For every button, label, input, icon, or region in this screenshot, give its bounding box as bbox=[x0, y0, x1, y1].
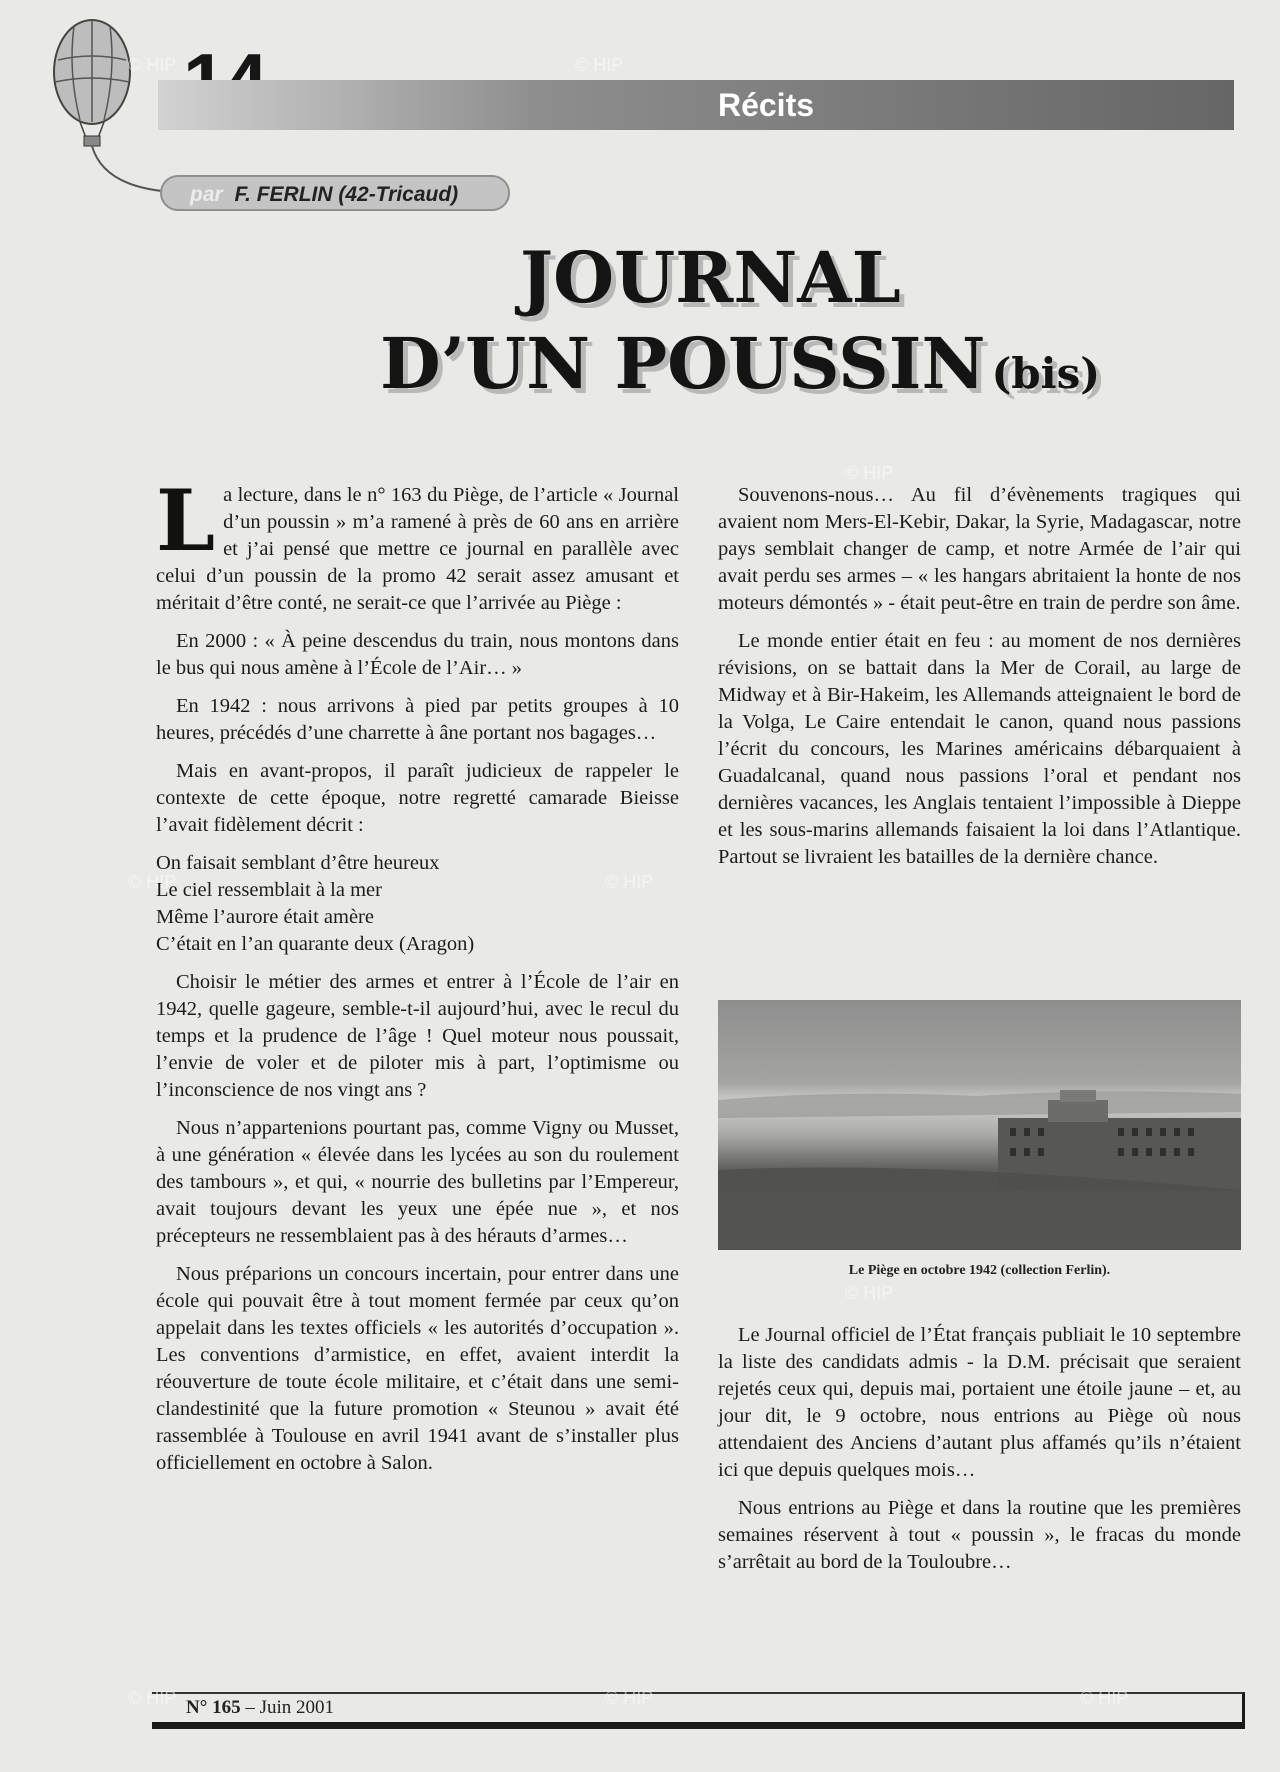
title-line-2 bbox=[380, 321, 1140, 417]
poem-line: On faisait semblant d’être heureux bbox=[156, 852, 440, 874]
photo-caption: Le Piège en octobre 1942 (collection Ferlin). bbox=[848, 1263, 1111, 1278]
section-banner bbox=[158, 80, 1234, 130]
title-line-1: JOURNAL bbox=[520, 236, 901, 319]
paragraph: Choisir le métier des armes et entrer à l’École de l’air en 1942, quelle gageure, semble-t-il aujourd’hui, avec le recul du temps et la prudence de l’âge ! Quel moteur nous poussait, l’envie de voler et de piloter mis à part, l’optimisme ou l’inconscience de nos vingt ans ? bbox=[156, 971, 679, 1101]
issue-number: N° 165 bbox=[186, 1697, 241, 1718]
watermark: © HIP bbox=[128, 872, 177, 892]
left-column bbox=[156, 471, 679, 1488]
watermark: © HIP bbox=[605, 872, 654, 892]
right-column-lower bbox=[718, 1322, 1241, 1587]
paragraph: Le monde entier était en feu : au moment de nos dernières révisions, on se battait dans la Mer de Corail, au large de Midway et à Bir-Hakeim, les Allemands atteignaient le bord de la Volga, Le Caire entendait le canon, quand nous passions l’écrit du concours, les Marines américains débarquaient à Guadalcanal, quand nous passions l’oral et pendant nos dernières vacances, les Anglais tentaient l’impossible à Dieppe et les sous-marins allemands faisaient la loi dans l’Atlantique. Partout se livraient les batailles de la dernière chance. bbox=[718, 630, 1241, 868]
watermark: © HIP bbox=[128, 1688, 177, 1708]
historical-photo bbox=[718, 1000, 1241, 1250]
paragraph: Nous n’appartenions pourtant pas, comme Vigny ou Musset, à une génération « élevée dans les lycées au son du roulement des tambours », et qui, « nourrie des bulletins par l’Empereur, avait toujours devant les yeux une épée nue », et nos précepteurs ne ressemblaient pas à des hérauts d’armes… bbox=[156, 1117, 679, 1247]
author-byline bbox=[160, 175, 510, 211]
watermark: © HIP bbox=[128, 55, 177, 75]
poem-line: Même l’aurore était amère bbox=[156, 906, 374, 928]
poem-line: C’était en l’an quarante deux (Aragon) bbox=[156, 933, 475, 955]
drop-cap: L bbox=[156, 471, 216, 570]
author-name: F. FERLIN (42-Tricaud) bbox=[234, 183, 459, 206]
watermark: © HIP bbox=[845, 1283, 894, 1303]
footer bbox=[186, 1697, 334, 1719]
paragraph: Nous entrions au Piège et dans la routine que les premières semaines réservent à tout « poussin », le fracas du monde s’arrêtait au bord de la Touloubre… bbox=[718, 1497, 1241, 1573]
poem-line: Le ciel ressemblait à la mer bbox=[156, 879, 382, 901]
paragraph: Souvenons-nous… Au fil d’évènements tragiques qui avaient nom Mers-El-Kebir, Dakar, la Syrie, Madagascar, notre pays semblait changer de camp, et notre Armée de l’air qui avait perdu ses armes – « les hangars abritaient la honte de nos moteurs démontés » - était peut-être en train de perdre son âme. bbox=[718, 484, 1241, 614]
paragraph: En 2000 : « À peine descendus du train, nous montons dans le bus qui nous amène à l’École de l’Air… » bbox=[156, 630, 679, 679]
paragraph: Mais en avant-propos, il paraît judicieux de rappeler le contexte de cette époque, notre regretté camarade Bieisse l’avait fidèlement décrit : bbox=[156, 760, 679, 836]
author-prefix: par bbox=[190, 183, 223, 206]
article-title bbox=[380, 235, 1140, 417]
issue-date: – Juin 2001 bbox=[245, 1697, 335, 1718]
paragraph: En 1942 : nous arrivons à pied par petits groupes à 10 heures, précédés d’une charrette à âne portant nos bagages… bbox=[156, 695, 679, 744]
watermark: © HIP bbox=[1080, 1688, 1129, 1708]
paragraph: Le Journal officiel de l’État français publiait le 10 septembre la liste des candidats admis - la D.M. précisait que seraient rejetés ceux qui, depuis mai, portaient une étoile jaune – et, au jour dit, le 9 octobre, nous entrions au Piège où nous attendaient des Anciens d’autant plus affamés qu’ils n’étaient ici que depuis quelques mois… bbox=[718, 1324, 1241, 1481]
paragraph-text: a lecture, dans le n° 163 du Piège, de l’article « Journal d’un poussin » m’a ramené à près de 60 ans en arrière et j’ai pensé que mettre ce journal en parallèle avec celui d’un poussin de la promo 42 serait assez amusant et méritait d’être conté, ne serait-ce que l’arrivée au Piège : bbox=[156, 484, 679, 614]
title-line-2-text: D’UN POUSSIN bbox=[380, 322, 986, 405]
poem bbox=[156, 850, 679, 958]
watermark: © HIP bbox=[605, 1688, 654, 1708]
title-suffix: (bis) bbox=[991, 349, 1101, 398]
watermark: © HIP bbox=[575, 55, 624, 75]
paragraph bbox=[156, 471, 679, 617]
watermark: © HIP bbox=[845, 463, 894, 483]
right-column bbox=[718, 482, 1241, 882]
paragraph: Nous préparions un concours incertain, pour entrer dans une école qui pouvait être à tout moment fermée par ceux qu’on appelait dans les textes officiels « les autorités d’occupation ». Les conventions d’armistice, en effet, avaient interdit la réouverture de toute école militaire, et c’était dans une semi-clandestinité que la future promotion « Steunou » avait été rassemblée à Toulouse en avril 1941 avant de s’installer plus officiellement en octobre à Salon. bbox=[156, 1263, 679, 1474]
section-title: Récits bbox=[717, 87, 815, 123]
